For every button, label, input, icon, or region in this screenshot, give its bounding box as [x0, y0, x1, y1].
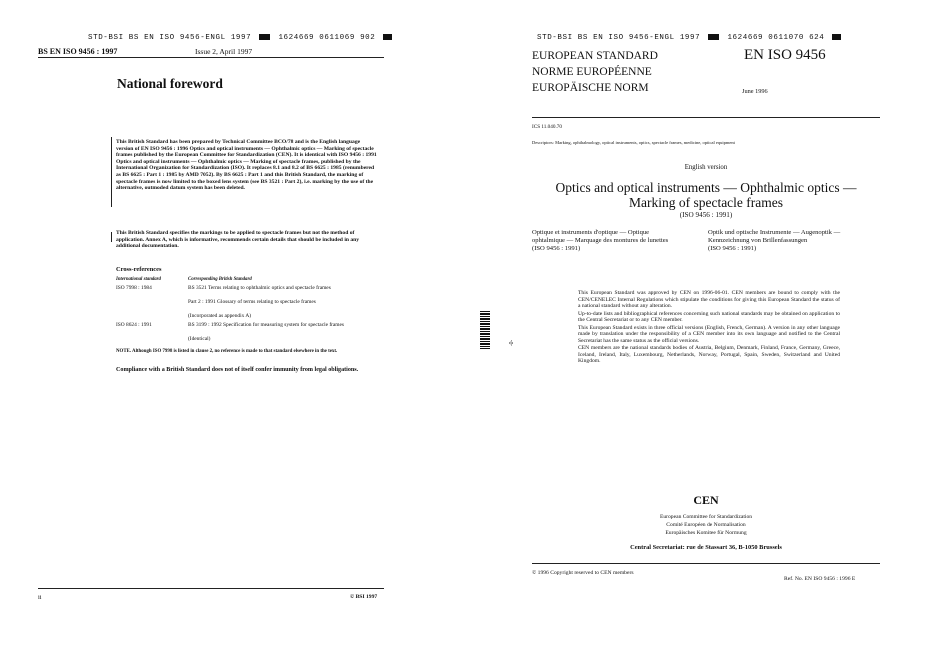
descriptors: Descriptors: Marking, ophthalmology, optical instruments, optics, spectacle frames, medicine, optical equipment [532, 140, 735, 145]
approval-paragraph: Up-to-date lists and bibliographical references concerning such national standards may be obtained on application to the Central Secretariat or to any CEN member. [578, 310, 840, 323]
cen-copyright: © 1996 Copyright reserved to CEN members [532, 570, 634, 576]
xref-heading: Cross-references [116, 266, 162, 273]
left-scan-header [88, 34, 392, 42]
gutter-barcode [480, 311, 490, 349]
right-header-rule [532, 117, 880, 118]
scan-mark-icon [708, 34, 719, 40]
french-title [532, 229, 682, 253]
xref-col-header-intl: International standard [116, 277, 161, 282]
right-scan-code: 1624669 0611070 624 [727, 34, 825, 42]
change-bar [111, 137, 112, 207]
foreword-paragraph-2 [116, 230, 378, 250]
xref-row-intl: ISO 8624 : 1991 [116, 322, 152, 328]
scan-mark-icon [832, 34, 841, 40]
french-title-iso: (ISO 9456 : 1991) [532, 245, 581, 252]
note-text: NOTE. Although ISO 7998 is listed in clause 2, no reference is made to that standard elsewhere in the text. [116, 349, 338, 354]
standard-en: EUROPEAN STANDARD [532, 50, 658, 62]
standard-de: EUROPÄISCHE NORM [532, 82, 649, 94]
left-scan-header-text: STD-BSI BS EN ISO 9456-ENGL 1997 [88, 34, 252, 42]
standard-title-line-2: Marking of spectacle frames [628, 195, 784, 210]
language-version: English version [684, 164, 728, 171]
left-footer-rule [38, 588, 384, 589]
right-footer-rule [532, 563, 880, 564]
german-title-text: Optik und optische Instrumente — Augenoptik — Kennzeichnung von Brillenfassungen [708, 229, 841, 244]
cen-name-en: European Committee for Standardization [659, 514, 753, 520]
xref-row-intl: ISO 7998 : 1984 [116, 285, 152, 291]
cen-logo-text: CEN [693, 493, 719, 507]
xref-row-bs: BS 3199 : 1992 Specification for measuring system for spectacle frames [188, 322, 344, 328]
reference-number: Ref. No. EN ISO 9456 : 1996 E [784, 576, 856, 582]
standard-title-iso: (ISO 9456 : 1991) [679, 211, 733, 219]
standard-fr: NORME EUROPÉENNE [532, 66, 652, 78]
central-secretariat: Central Secretariat: rue de Stassart 36, B-1050 Brussels [630, 544, 782, 551]
left-scan-code: 1624669 0611069 902 [278, 34, 376, 42]
left-header-rule [38, 57, 384, 58]
scan-mark-icon [259, 34, 270, 40]
left-page-number: ii [38, 594, 42, 601]
german-title-iso: (ISO 9456 : 1991) [708, 245, 757, 252]
xref-row-bs: (Identical) [188, 336, 211, 342]
right-scan-header [537, 34, 841, 42]
german-title [708, 229, 880, 253]
left-doc-number: BS EN ISO 9456 : 1997 [38, 47, 118, 56]
xref-col-header-bs: Corresponding British Standard [188, 277, 252, 282]
foreword-paragraph-1 [116, 139, 378, 192]
approval-paragraph: This European Standard was approved by CEN on 1996-06-01. CEN members are bound to comply with the CEN/CENELEC Internal Regulations which stipulate the conditions for giving this European Standard the status of a national standard without any alteration. [578, 290, 840, 309]
approval-block [578, 290, 840, 365]
change-bar [111, 232, 112, 242]
page-title: National foreword [117, 76, 223, 91]
compliance-text: Compliance with a British Standard does not of itself confer immunity from legal obligations. [116, 367, 359, 373]
publication-date: June 1996 [742, 88, 768, 95]
right-scan-header-text: STD-BSI BS EN ISO 9456-ENGL 1997 [537, 34, 701, 42]
gutter-margin-mark: -0- [509, 339, 515, 346]
foreword-text: This British Standard has been prepared by Technical Committee BCO/78 and is the English language version of EN ISO 9456 : 1996 Optics and optical instruments — Ophthalmic optics — Marking of spectacle frames published by the European Committee for Standardization (CEN). It is identical with ISO 9456 : 1991 Optics and optical instruments — Ophthalmic optics — Marking of spectacle frames, published by the International Organization for Standardization (ISO). It replaces 8.1 and 8.2 of BS 6625 : 1985 (renumbered as BS 6625 : Part 1 : 1985 by AMD 7052). By BS 6625 : Part 1 and this British Standard, the marking of spectacle frames is now limited to the boxed lens system (see BS 3521 : Part 2), i.e. marking by the use of the alternative, outmoded datum system has been deleted. [116, 139, 377, 192]
approval-paragraph: This European Standard exists in three official versions (English, French, German). A version in any other language made by translation under the responsibility of a CEN member into its own language and notified to the Central Secretariat has the same status as the official versions. [578, 324, 840, 344]
cen-name-fr: Comité Européen de Normalisation [666, 522, 746, 528]
standard-title-line-1: Optics and optical instruments — Ophthalmic optics — [555, 180, 857, 195]
xref-row-bs: (Incorporated as appendix A) [188, 313, 252, 319]
xref-row-bs: Part 2 : 1991 Glossary of terms relating to spectacle frames [188, 299, 316, 305]
left-issue: Issue 2, April 1997 [195, 47, 253, 56]
cen-name-de: Europäisches Komitee für Normung [665, 530, 747, 536]
left-copyright: © BSI 1997 [350, 594, 378, 600]
approval-paragraph: CEN members are the national standards bodies of Austria, Belgium, Denmark, Finland, France, Germany, Greece, Iceland, Ireland, Italy, Luxembourg, Netherlands, Norway, Portugal, Spain, Sweden, Switzerland and United Kingdom. [578, 345, 840, 364]
scan-mark-icon [383, 34, 392, 40]
ics-code: ICS 11.040.70 [532, 124, 562, 130]
french-title-text: Optique et instruments d'optique — Optique ophtalmique — Marquage des montures de lunettes [532, 229, 669, 244]
foreword-text: This British Standard specifies the markings to be applied to spectacle frames but not the method of application. Annex A, which is informative, recommends certain details that should be included in any additional documentation. [116, 230, 360, 250]
xref-row-bs: BS 3521 Terms relating to ophthalmic optics and spectacle frames [188, 285, 331, 291]
en-number: EN ISO 9456 [744, 47, 826, 63]
